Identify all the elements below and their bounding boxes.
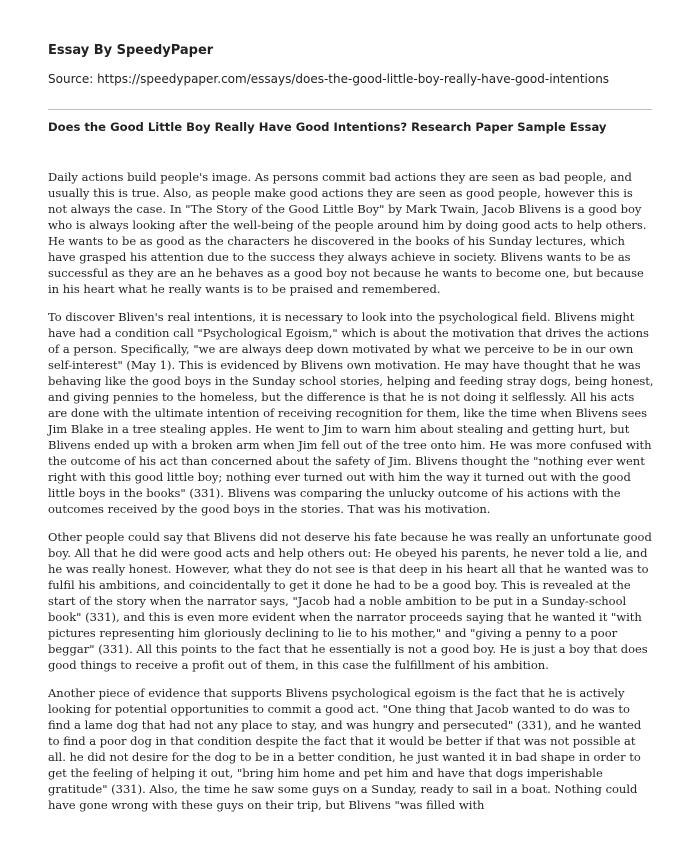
site-title: Essay By SpeedyPaper [48, 43, 214, 58]
paragraph-3: Other people could say that Blivens did not deserve his fate because he was really an unfortunate good boy. All that he did were good acts and help others out: He obeyed his parents, he never told a lie, and he was really honest. However, what they do not see is that deep in his heart all that he wanted was to fulfil his ambitions, and coincidentally to get it done he had to be a good boy. This is revealed at the start of the story when the narrator says, "Jacob had a noble ambition to be put in a Sunday-school book" (331), and this is even more evident when the narrator proceeds saying that he wanted it "with pictures representing him gloriously declining to lie to his mother," and "giving a penny to a poor beggar" (331). All this points to the fact that he essentially is not a good boy. He is just a boy that does good things to receive a profit out of them, in this case the fulfillment of his ambition. [48, 530, 652, 672]
source-label: Source: [48, 72, 98, 86]
paragraph-1: Daily actions build people's image. As persons commit bad actions they are seen as bad people, and usually this is true. Also, as people make good actions they are seen as good people, however this is not always the case. In "The Story of the Good Little Boy" by Mark Twain, Jacob Blivens is a good boy who is always looking after the well-being of the people around him by doing good acts to help others. He wants to be as good as the characters he discovered in the books of his Sunday lectures, which have grasped his attention due to the success they always achieve in society. Blivens wants to be as successful as they are an he behaves as a good boy not because he wants to become one, but because in his heart what he really wants is to be praised and remembered. [48, 170, 647, 296]
divider [48, 109, 652, 110]
source-link[interactable]: https://speedypaper.com/essays/does-the-good-little-boy-really-have-good-intentions [97, 72, 610, 86]
paragraph-2: To discover Bliven's real intentions, it is necessary to look into the psychological field. Blivens might have had a condition call "Psychological Egoism," which is about the motivation that drives the actions of a person. Specifically, "we are always deep down motivated by what we perceive to be in our own self-interest" (May 1). This is evidenced by Blivens own motivation. He may have thought that he was behaving like the good boys in the Sunday school stories, helping and feeding stray dogs, being honest, and giving pennies to the homeless, but the difference is that he is not doing it selflessly. All his acts are done with the ultimate intention of receiving recognition for them, like the time when Blivens sees Jim Blake in a tree stealing apples. He went to Jim to warn him about stealing and getting hurt, but Blivens ended up with a broken arm when Jim fell out of the tree onto him. He was more confused with the outcome of his act than concerned about the safety of Jim. Blivens thought the "nothing ever went right with this good little boy; nothing ever turned out with him the way it turned out with the good little boys in the books" (331). Blivens was comparing the unlucky outcome of his actions with the outcomes received by the good boys in the stories. That was his motivation. [48, 310, 654, 516]
paragraph-4: Another piece of evidence that supports Blivens psychological egoism is the fact that he is actively looking for potential opportunities to commit a good act. "One thing that Jacob wanted to do was to find a lame dog that had not any place to stay, and was hungry and persecuted" (331), and he wanted to find a poor dog in that condition despite the fact that it would be better if that was not possible at all. he did not desire for the dog to be in a better condition, he just wanted it in bad shape in order to get the feeling of helping it out, "bring him home and pet him and have that dogs imperishable gratitude" (331). Also, the time he saw some guys on a Sunday, ready to sail in a boat. Nothing could have gone wrong with these guys on their trip, but Blivens "was filled with [48, 686, 642, 812]
essay-title: Does the Good Little Boy Really Have Good Intentions? Research Paper Sample Essay [48, 120, 607, 134]
source-line [48, 72, 609, 86]
essay-body [48, 169, 654, 825]
